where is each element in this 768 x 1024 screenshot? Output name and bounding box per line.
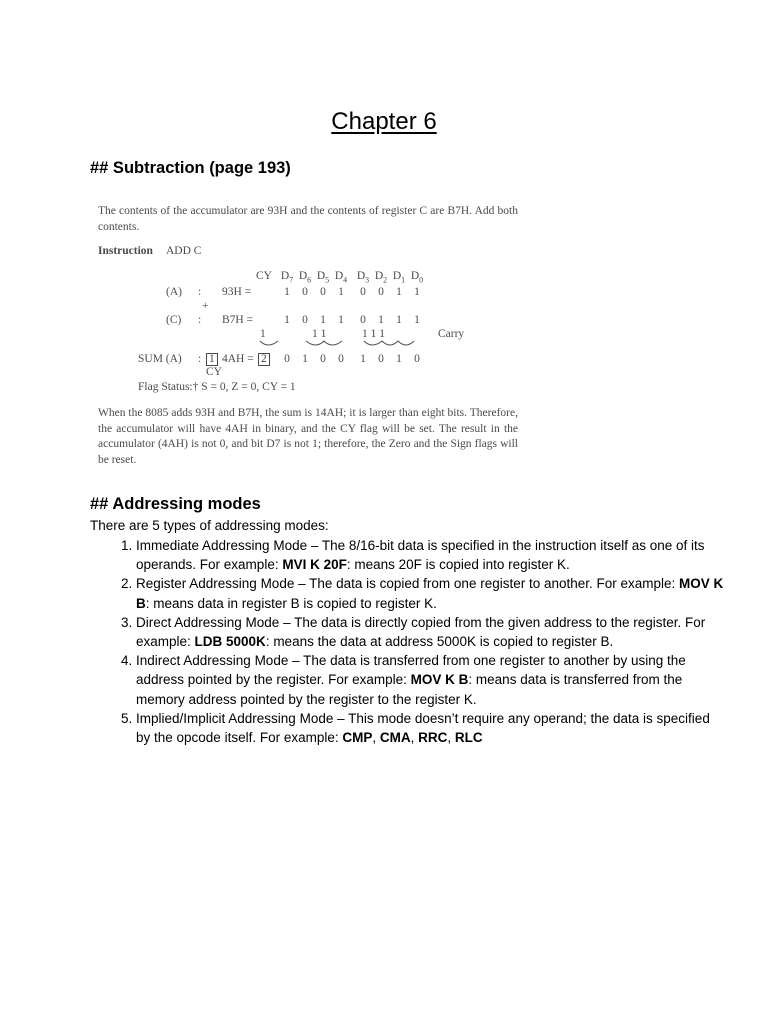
example-explanation: : means data in register B is copied to register K. (145, 595, 437, 611)
mode-description: Immediate Addressing Mode – The 8/16-bit data is specified in the instruction itself as one of its operands. For example: (136, 538, 705, 573)
instruction-example: CMA (379, 730, 411, 746)
cy-label: CY (206, 366, 222, 378)
mode-description: Indirect Addressing Mode – The data is transferred from one register to another by using the address pointed by the register. For example: (136, 653, 686, 688)
sum-bit: 0 (320, 353, 326, 365)
instruction-example: MOV K B (410, 672, 469, 688)
carry-arc (260, 341, 278, 345)
addressing-heading: ## Addressing modes (90, 495, 261, 513)
row-c-bit: 1 (338, 314, 344, 326)
textbook-scan-excerpt (92, 200, 522, 468)
row-c-bit: 1 (320, 314, 326, 326)
sum-bit: 0 (378, 353, 384, 365)
subtraction-heading: ## Subtraction (page 193) (90, 159, 291, 177)
bit-header: $D_0$ (410, 270, 424, 285)
sum-label: SUM (A) (138, 353, 182, 365)
example-explanation: : means data is transferred from the memory address pointed by the register to the register K. (136, 672, 683, 707)
sum-bit: 1 (396, 353, 402, 365)
bit-header: $D_1$ (392, 270, 406, 285)
carry-mark-2: 1 1 (312, 328, 327, 340)
bit-header: $D_2$ (374, 270, 388, 285)
instruction-example: RLC (454, 730, 483, 746)
row-a-bit: 1 (284, 286, 290, 298)
sum-value: 4AH = (222, 353, 254, 365)
plus-sign: + (202, 300, 209, 312)
row-a-value: 93H = (222, 286, 252, 298)
instruction-example: MOV K B (136, 576, 724, 611)
row-a-bit: 0 (378, 286, 384, 298)
addressing-mode-item (136, 651, 726, 709)
row-c-bit: 0 (360, 314, 366, 326)
row-a-bit: 1 (338, 286, 344, 298)
bit-header: $D_7$ (280, 270, 294, 285)
row-c-bit: 1 (414, 314, 420, 326)
addressing-intro: There are 5 types of addressing modes: (90, 518, 329, 533)
row-a-bit: 1 (414, 286, 420, 298)
carry-label: Carry (438, 328, 465, 340)
instruction-label: Instruction (98, 245, 153, 257)
mode-description: Implied/Implicit Addressing Mode – This mode doesn’t require any operand; the data is specified by the opcode itself. For example: (136, 710, 710, 746)
carry-arc (364, 341, 414, 345)
row-a-bit: 0 (302, 286, 308, 298)
sum-value-box: 2 (258, 353, 270, 366)
chapter-title: Chapter 6 (331, 108, 437, 135)
mode-description: Register Addressing Mode – The data is copied from one register to another. For example: (136, 576, 680, 592)
row-c-colon: : (198, 314, 202, 326)
sum-bit: 0 (338, 353, 344, 365)
carry-arc (306, 341, 342, 345)
instruction-example: RRC (418, 730, 448, 746)
sum-bit: 0 (414, 353, 420, 365)
example-explanation: : means the data at address 5000K is copied to register B. (265, 634, 614, 650)
instruction-example: MVI K 20F (282, 557, 347, 573)
scan-explanation: When the 8085 adds 93H and B7H, the sum is 14AH; it is larger than eight bits. Therefore, the accumulator will have 4AH in binary, and the CY flag will be set. The result in the accumulator (4AH) is not 0, and bit D7 is not 1; therefore, the Zero and the Sign flags will be reset. (98, 407, 518, 466)
scan-intro: The contents of the accumulator are 93H and the contents of register C are B7H. Add both contents. (98, 205, 518, 233)
carry-mark-1: 1 (260, 328, 266, 340)
instruction-example: LDB 5000K (194, 634, 266, 650)
sum-bit: 0 (284, 353, 290, 365)
row-a-colon: : (198, 286, 202, 298)
bit-header: $D_6$ (298, 270, 312, 285)
row-c-value: B7H = (222, 314, 254, 326)
row-a-bit: 0 (360, 286, 366, 298)
example-explanation: : means 20F is copied into register K. (346, 557, 570, 573)
addressing-mode-item (136, 574, 726, 612)
sum-bit: 1 (360, 353, 366, 365)
row-c-bit: 1 (396, 314, 402, 326)
row-c-bit: 1 (284, 314, 290, 326)
row-c-bit: 1 (378, 314, 384, 326)
bit-header: $D_4$ (334, 270, 348, 285)
row-c-bit: 0 (302, 314, 308, 326)
carry-mark-3: 1 1 1 (362, 328, 385, 340)
sum-colon: : (198, 353, 202, 365)
row-a-register: (A) (166, 286, 182, 298)
addressing-modes-list (90, 536, 726, 747)
bit-header: $D_3$ (356, 270, 370, 285)
addressing-mode-item (136, 613, 726, 651)
addressing-mode-item (136, 536, 726, 574)
bit-header: $D_5$ (316, 270, 330, 285)
row-a-bit: 0 (320, 286, 326, 298)
mode-description: Direct Addressing Mode – The data is directly copied from the given address to the register. For example: (136, 614, 706, 650)
instruction-value: ADD C (166, 245, 202, 257)
cy-header: CY (256, 270, 272, 282)
sum-bit: 1 (302, 353, 308, 365)
addressing-mode-item: 5. Implied/Implicit Addressing Mode – This mode doesn’t require any operand; the data is specified by the opcode itself. For example: CMP, CMA, RRC, RLC (136, 709, 726, 747)
row-c-register: (C) (166, 314, 182, 326)
flag-status: Flag Status:† S = 0, Z = 0, CY = 1 (138, 381, 296, 393)
sum-carry-box: 1 (206, 353, 218, 366)
row-a-bit: 1 (396, 286, 402, 298)
instruction-example: CMP (342, 730, 373, 746)
